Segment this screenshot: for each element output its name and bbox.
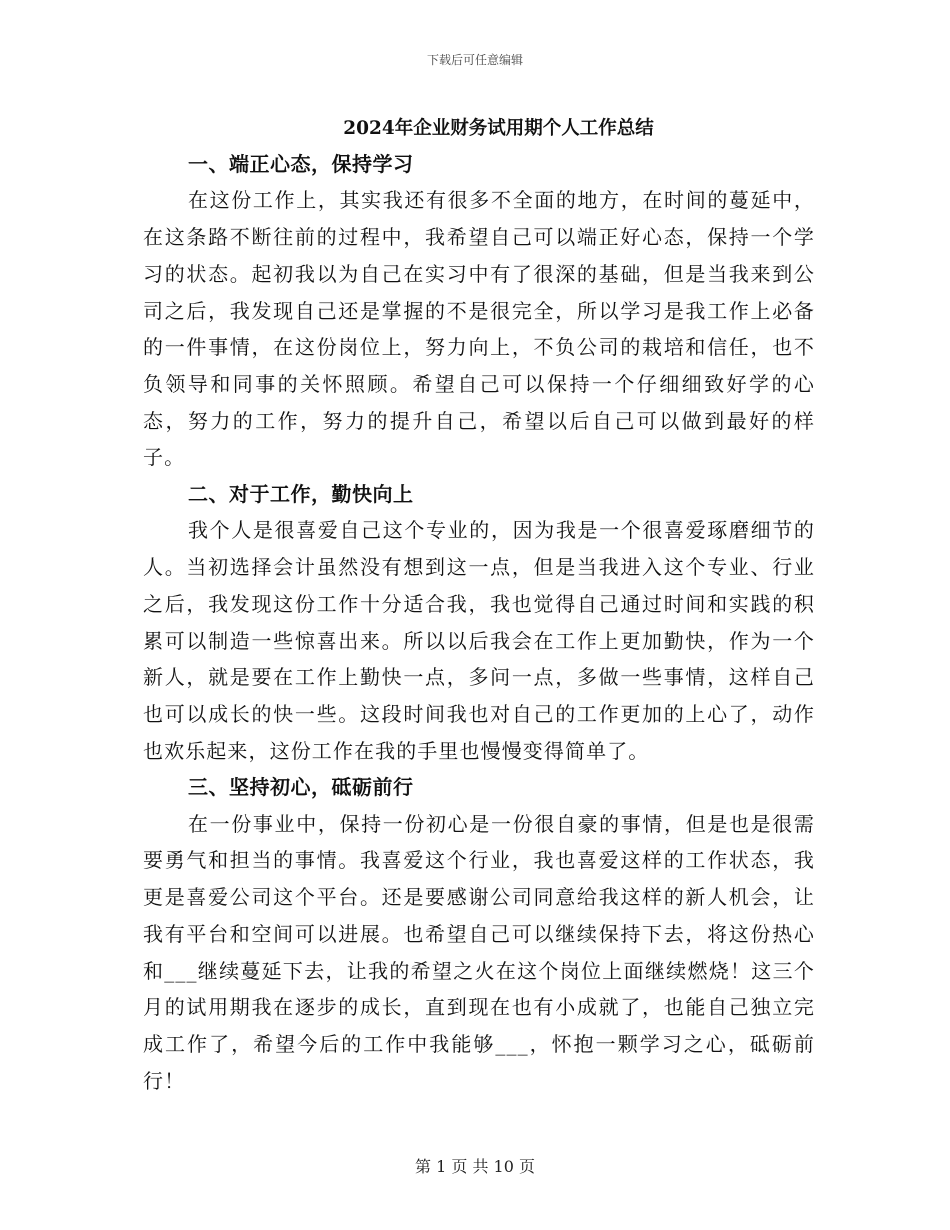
document-body <box>143 146 815 1099</box>
section-heading-3: 三、坚持初心，砥砺前行 <box>188 775 414 800</box>
section-paragraph-2: 我个人是很喜爱自己这个专业的，因为我是一个很喜爱琢磨细节的人。当初选择会计虽然没有想到这一点，但是当我进入这个专业、行业之后，我发现这份工作十分适合我，我也觉得自己通过时间和实践的积累可以制造一些惊喜出来。所以以后我会在工作上更加勤快，作为一个新人，就是要在工作上勤快一点，多问一点，多做一些事情，这样自己也可以成长的快一些。这段时间我也对自己的工作更加的上心了，动作也欢乐起来，这份工作在我的手里也慢慢变得简单了。 <box>143 518 815 763</box>
section-heading-1: 一、端正心态，保持学习 <box>188 152 414 176</box>
section-heading-2: 二、对于工作，勤快向上 <box>188 482 414 507</box>
section-paragraph-1: 在这份工作上，其实我还有很多不全面的地方，在时间的蔓延中，在这条路不断往前的过程中，我希望自己可以端正好心态，保持一个学习的状态。起初我以为自己在实习中有了很深的基础，但是当我来到公司之后，我发现自己还是掌握的不是很完全，所以学习是我工作上必备的一件事情，在这份岗位上，努力向上，不负公司的栽培和信任，也不负领导和同事的关怀照顾。希望自己可以保持一个仔细细致好学的心态，努力的工作，努力的提升自己，希望以后自己可以做到最好的样子。 <box>143 188 815 470</box>
document-title: 2024年企业财务试用期个人工作总结 <box>343 118 654 139</box>
page-number: 第 1 页 共 10 页 <box>415 1157 535 1176</box>
page-header-note: 下载后可任意编辑 <box>426 53 523 67</box>
section-paragraph-3: 在一份事业中，保持一份初心是一份很自豪的事情，但是也是很需要勇气和担当的事情。我喜爱这个行业，我也喜爱这样的工作状态，我更是喜爱公司这个平台。还是要感谢公司同意给我这样的新人机会，让我有平台和空间可以进展。也希望自己可以继续保持下去，将这份热心和___继续蔓延下去，让我的希望之火在这个岗位上面继续燃烧！这三个月的试用期我在逐步的成长，直到现在也有小成就了，也能自己独立完成工作了，希望今后的工作中我能够___，怀抱一颗学习之心，砥砺前行！ <box>143 811 815 1093</box>
